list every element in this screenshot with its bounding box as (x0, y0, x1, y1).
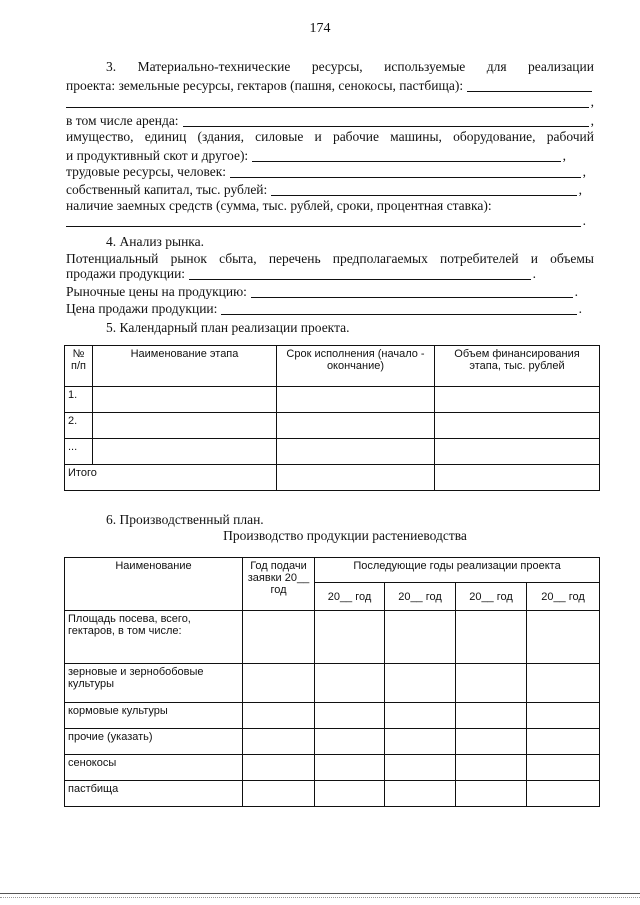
production-plan-table (64, 557, 600, 807)
sale-price-blank[interactable] (221, 301, 576, 315)
market-label: продажи продукции: (66, 266, 186, 281)
market-line: продажи продукции: . (66, 266, 536, 281)
rent-blank[interactable] (183, 113, 589, 127)
property-label: и продуктивный скот и другое): (66, 148, 249, 163)
sale-price-label: Цена продажи продукции: (66, 301, 218, 316)
market-blank[interactable] (189, 266, 531, 280)
rent-label: в том числе аренда: (66, 113, 179, 128)
section6-subtitle: Производство продукции растениеводства (223, 528, 467, 543)
section5-title: 5. Календарный план реализации проекта. (106, 320, 350, 335)
table-row: 2. (65, 413, 600, 439)
loans-line: . (66, 211, 586, 230)
prices-label: Рыночные цены на продукцию: (66, 284, 247, 299)
loans-blank[interactable] (66, 213, 581, 227)
table-row: прочие (указать) (65, 729, 600, 755)
prices-blank[interactable] (251, 284, 573, 298)
table-row: 1. (65, 387, 600, 413)
land-resources-blank-2[interactable] (66, 94, 589, 108)
sale-price-line: Цена продажи продукции: . (66, 301, 582, 316)
col-next-years: Последующие годы реализации проекта (315, 558, 600, 583)
calendar-header-row (65, 346, 600, 387)
col-application-year: Год подачи заявки 20__ год (243, 558, 315, 611)
table-row: Площадь посева, всего, гектаров, в том числе: (65, 611, 600, 664)
labor-line: трудовые ресурсы, человек: , (66, 164, 586, 179)
labor-label: трудовые ресурсы, человек: (66, 164, 227, 179)
labor-blank[interactable] (230, 164, 581, 178)
production-header-row (65, 558, 600, 583)
land-resources-blank[interactable] (467, 78, 592, 92)
bottom-rule-dotted (0, 897, 640, 898)
capital-label: собственный капитал, тыс. рублей: (66, 182, 268, 197)
capital-line: собственный капитал, тыс. рублей: , (66, 182, 582, 197)
land-resources-continuation: , (66, 92, 594, 111)
table-row: ... (65, 439, 600, 465)
total-label: Итого (65, 465, 277, 491)
rent-line: в том числе аренда: , (66, 113, 594, 128)
prices-line: Рыночные цены на продукцию: . (66, 284, 578, 299)
land-resources-label: проекта: земельные ресурсы, гектаров (пашня, сенокосы, пастбища): (66, 78, 464, 93)
bottom-rule (0, 893, 640, 894)
loans-label: наличие заемных средств (сумма, тыс. рублей, сроки, процентная ставка): (66, 198, 492, 213)
col-stage-name: Наименование этапа (93, 346, 277, 387)
market-line1: Потенциальный рынок сбыта, перечень предполагаемых потребителей и объемы (66, 251, 594, 266)
table-row: сенокосы (65, 755, 600, 781)
col-year-2: 20__ год (385, 583, 456, 611)
col-name: Наименование (65, 558, 243, 611)
col-year-4: 20__ год (527, 583, 600, 611)
capital-blank[interactable] (271, 182, 576, 196)
col-deadline: Срок исполнения (начало - окончание) (277, 346, 435, 387)
property-line1: имущество, единиц (здания, силовые и рабочие машины, оборудование, рабочий (66, 129, 594, 144)
page-number: 174 (309, 21, 331, 36)
table-row: кормовые культуры (65, 703, 600, 729)
col-number: № п/п (65, 346, 93, 387)
property-blank[interactable] (252, 148, 560, 162)
section3-line1: 3. Материально-технические ресурсы, используемые для реализации (106, 59, 594, 74)
table-row: зерновые и зернобобовые культуры (65, 664, 600, 703)
section6-title: 6. Производственный план. (106, 512, 264, 527)
col-year-1: 20__ год (315, 583, 385, 611)
total-row (65, 465, 600, 491)
property-line: и продуктивный скот и другое): , (66, 148, 566, 163)
calendar-plan-table (64, 345, 600, 491)
table-row: пастбища (65, 781, 600, 807)
section4-title: 4. Анализ рынка. (106, 234, 205, 249)
col-year-3: 20__ год (456, 583, 527, 611)
col-financing: Объем финансирования этапа, тыс. рублей (435, 346, 600, 387)
